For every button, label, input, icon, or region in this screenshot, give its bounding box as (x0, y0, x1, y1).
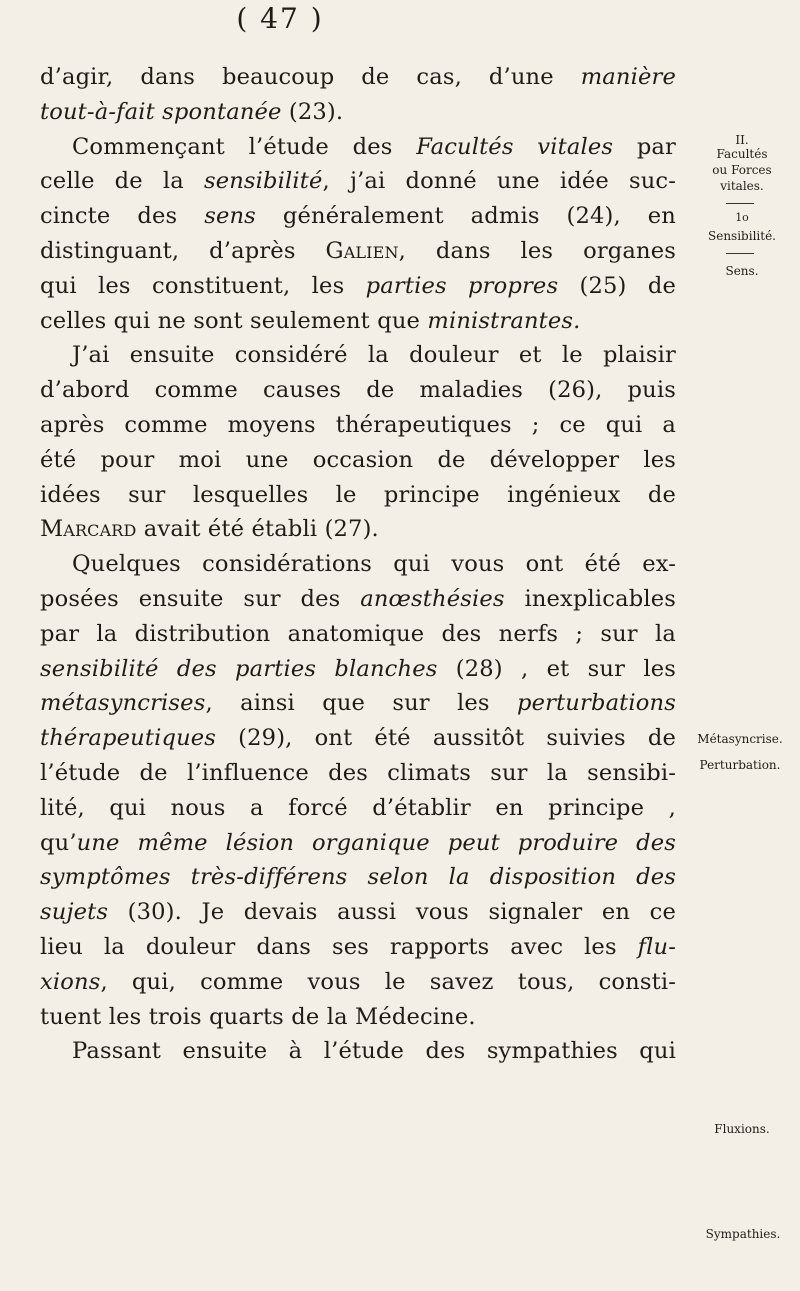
italic-text: symptômes très-différens selon la disposition des (40, 864, 676, 891)
margin-note-vitales: vitales. (720, 179, 764, 193)
text-line (40, 304, 676, 339)
margin-note-sens: Sens. (725, 264, 759, 278)
text-line (40, 756, 676, 791)
italic-text: tout-à-fait spontanée (40, 98, 282, 125)
text-run: Quelques considérations qui vous ont été ex- (72, 551, 676, 578)
text-line (40, 791, 676, 826)
text-run: par (613, 133, 677, 160)
text-line (40, 617, 676, 652)
text-run: celle de la (40, 168, 204, 195)
margin-note-sensibilite: Sensibilité. (708, 229, 776, 243)
text-line (40, 547, 676, 582)
text-line (40, 860, 676, 895)
text-run: , dans les organes (398, 237, 676, 264)
text-run: , ainsi que sur les (205, 690, 517, 717)
text-run: posées ensuite sur des (40, 585, 361, 612)
text-line (40, 269, 676, 304)
margin-note-facultes: Facultés (716, 147, 768, 161)
text-line (40, 1000, 676, 1035)
text-line (40, 721, 676, 756)
text-run: Commençant l’étude des (72, 133, 417, 160)
italic-text: Facultés vitales (416, 133, 614, 160)
text-run: lité, qui nous a forcé d’établir en principe , (40, 794, 676, 821)
italic-text: perturbations (516, 690, 676, 717)
italic-text: parties propres (365, 272, 559, 299)
small-caps-name: Galien (325, 237, 399, 264)
italic-text: thérapeutiques (40, 725, 217, 752)
italic-text: une même lésion organique peut produire des (76, 829, 676, 856)
margin-note-sensibilite-number: 1o (735, 211, 749, 224)
italic-text: sensibilité des parties blanches (40, 655, 438, 682)
margin-note-facultes-number: II. (735, 133, 749, 147)
margin-note-sympathies: Sympathies. (705, 1227, 781, 1241)
italic-text: flu- (637, 933, 676, 960)
text-run: généralement admis (24), en (255, 203, 676, 230)
text-line (40, 895, 676, 930)
text-run: celles qui ne sont seulement que (40, 307, 428, 334)
italic-text: xions (40, 968, 101, 995)
text-run: qu’ (40, 829, 77, 856)
text-run: été pour moi une occasion de développer les (40, 446, 676, 473)
text-run: (28) , et sur les (437, 655, 677, 682)
text-run: , qui, comme vous le savez tous, consti- (100, 968, 676, 995)
margin-note-perturbation: Perturbation. (699, 758, 781, 772)
text-run: l’étude de l’influence des climats sur la sensibi- (40, 759, 676, 786)
text-line (40, 582, 676, 617)
text-run: J’ai ensuite considéré la douleur et le plaisir (72, 342, 676, 369)
text-run: lieu la douleur dans ses rapports avec les (40, 933, 638, 960)
italic-text: métasyncrises (40, 690, 206, 717)
text-line (40, 1034, 676, 1069)
text-run: avait été établi (27). (136, 516, 379, 543)
text-run: tuent les trois quarts de la Médecine. (40, 1003, 476, 1030)
margin-note-metasyncrise: Métasyncrise. (697, 732, 783, 746)
text-run: inexplicables (504, 585, 676, 612)
text-run: qui les constituent, les (40, 272, 366, 299)
text-run: cincte des (40, 203, 205, 230)
margin-note-ou-forces: ou Forces (712, 163, 772, 177)
text-run: par la distribution anatomique des nerfs ; sur la (40, 620, 676, 647)
text-line (40, 234, 676, 269)
text-line (40, 686, 676, 721)
text-line (40, 443, 676, 478)
text-run: (23). (281, 98, 344, 125)
margin-note-rule (726, 253, 754, 254)
body-text (40, 60, 676, 1069)
text-line (40, 652, 676, 687)
small-caps-name: Marcard (40, 516, 137, 543)
text-line (40, 930, 676, 965)
text-run: distinguant, d’après (40, 237, 326, 264)
italic-text: anœsthésies (360, 585, 505, 612)
italic-text: sens (204, 203, 256, 230)
text-line (40, 338, 676, 373)
text-line (40, 965, 676, 1000)
text-line (40, 130, 676, 165)
text-line (40, 164, 676, 199)
margin-note-fluxions: Fluxions. (714, 1122, 770, 1136)
text-run: (29), ont été aussitôt suivies de (216, 725, 676, 752)
text-line (40, 512, 676, 547)
italic-text: sensibilité (203, 168, 323, 195)
text-run: , j’ai donné une idée suc- (322, 168, 676, 195)
text-run: d’abord comme causes de maladies (26), puis (40, 377, 676, 404)
text-line (40, 826, 676, 861)
text-run: Passant ensuite à l’étude des sympathies qui (72, 1038, 676, 1065)
text-run: idées sur lesquelles le principe ingénieux de (40, 481, 676, 508)
text-line (40, 60, 676, 95)
text-run: (25) de (558, 272, 676, 299)
text-line (40, 408, 676, 443)
text-line (40, 95, 676, 130)
italic-text: ministrantes. (427, 307, 581, 334)
italic-text: manière (580, 64, 676, 90)
text-run: (30). Je devais aussi vous signaler en ce (108, 899, 676, 926)
italic-text: sujets (40, 899, 109, 926)
text-line (40, 199, 676, 234)
page-number: ( 47 ) (236, 2, 324, 35)
text-run: après comme moyens thérapeutiques ; ce qui a (40, 411, 676, 438)
text-line (40, 478, 676, 513)
text-run: d’agir, dans beaucoup de cas, d’une (40, 64, 581, 90)
text-line (40, 373, 676, 408)
margin-note-rule (726, 203, 754, 204)
